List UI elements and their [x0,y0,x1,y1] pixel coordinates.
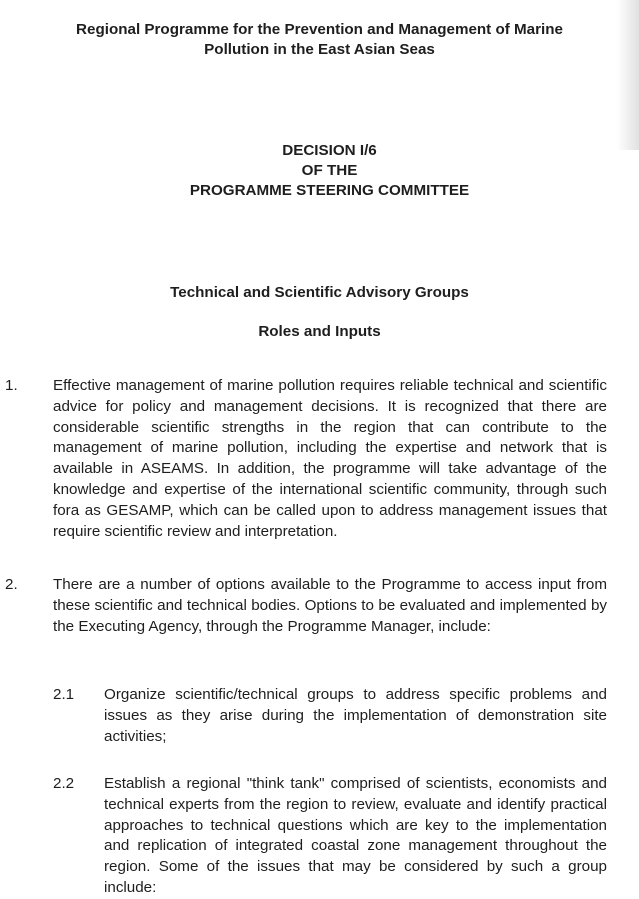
decision-title [0,141,639,201]
paragraph-text: Effective management of marine pollution requires reliable technical and scientific advice for policy and management decisions. It is recognized that there are considerable scientific strengths in the region that can contribute to the management of marine pollution, including the expertise and network that is available in ASEAMS. In addition, the programme will take advantage of the knowledge and expertise of the international scientific community, through such fora as GESAMP, which can be called upon to address management issues that require scientific review and interpretation. [53,377,607,540]
decision-line-2: OF THE [301,162,358,179]
decision-line-3: PROGRAMME STEERING COMMITTEE [189,182,470,199]
document-subtitle: Technical and Scientific Advisory Groups [170,284,469,301]
header-line-1: Regional Programme for the Prevention and Management of Marine [76,21,563,38]
subparagraph-number: 2.2 [53,775,75,792]
paragraph-text: There are a number of options available to the Programme to access input from these scientific and technical bodies. Options to be evaluated and implemented by the Executing Agency, through the Programme Manager, include: [53,576,607,635]
subparagraph-number: 2.1 [53,686,75,703]
paragraph-number: 2. [5,576,18,593]
paragraph-number: 1. [5,377,18,394]
subparagraph-text: Establish a regional "think tank" comprised of scientists, economists and technical experts from the region to review, evaluate and identify practical approaches to technical questions which are key to the implementation and replication of integrated coastal zone management throughout the region. Some of the issues that may be considered by such a group include: [104,775,607,896]
decision-line-1: DECISION I/6 [282,142,377,159]
document-header [0,20,639,60]
header-line-2: Pollution in the East Asian Seas [204,41,435,58]
subparagraph-text: Organize scientific/technical groups to address specific problems and issues as they arise during the implementation of demonstration site activities; [104,686,607,745]
section-title: Roles and Inputs [258,323,381,340]
